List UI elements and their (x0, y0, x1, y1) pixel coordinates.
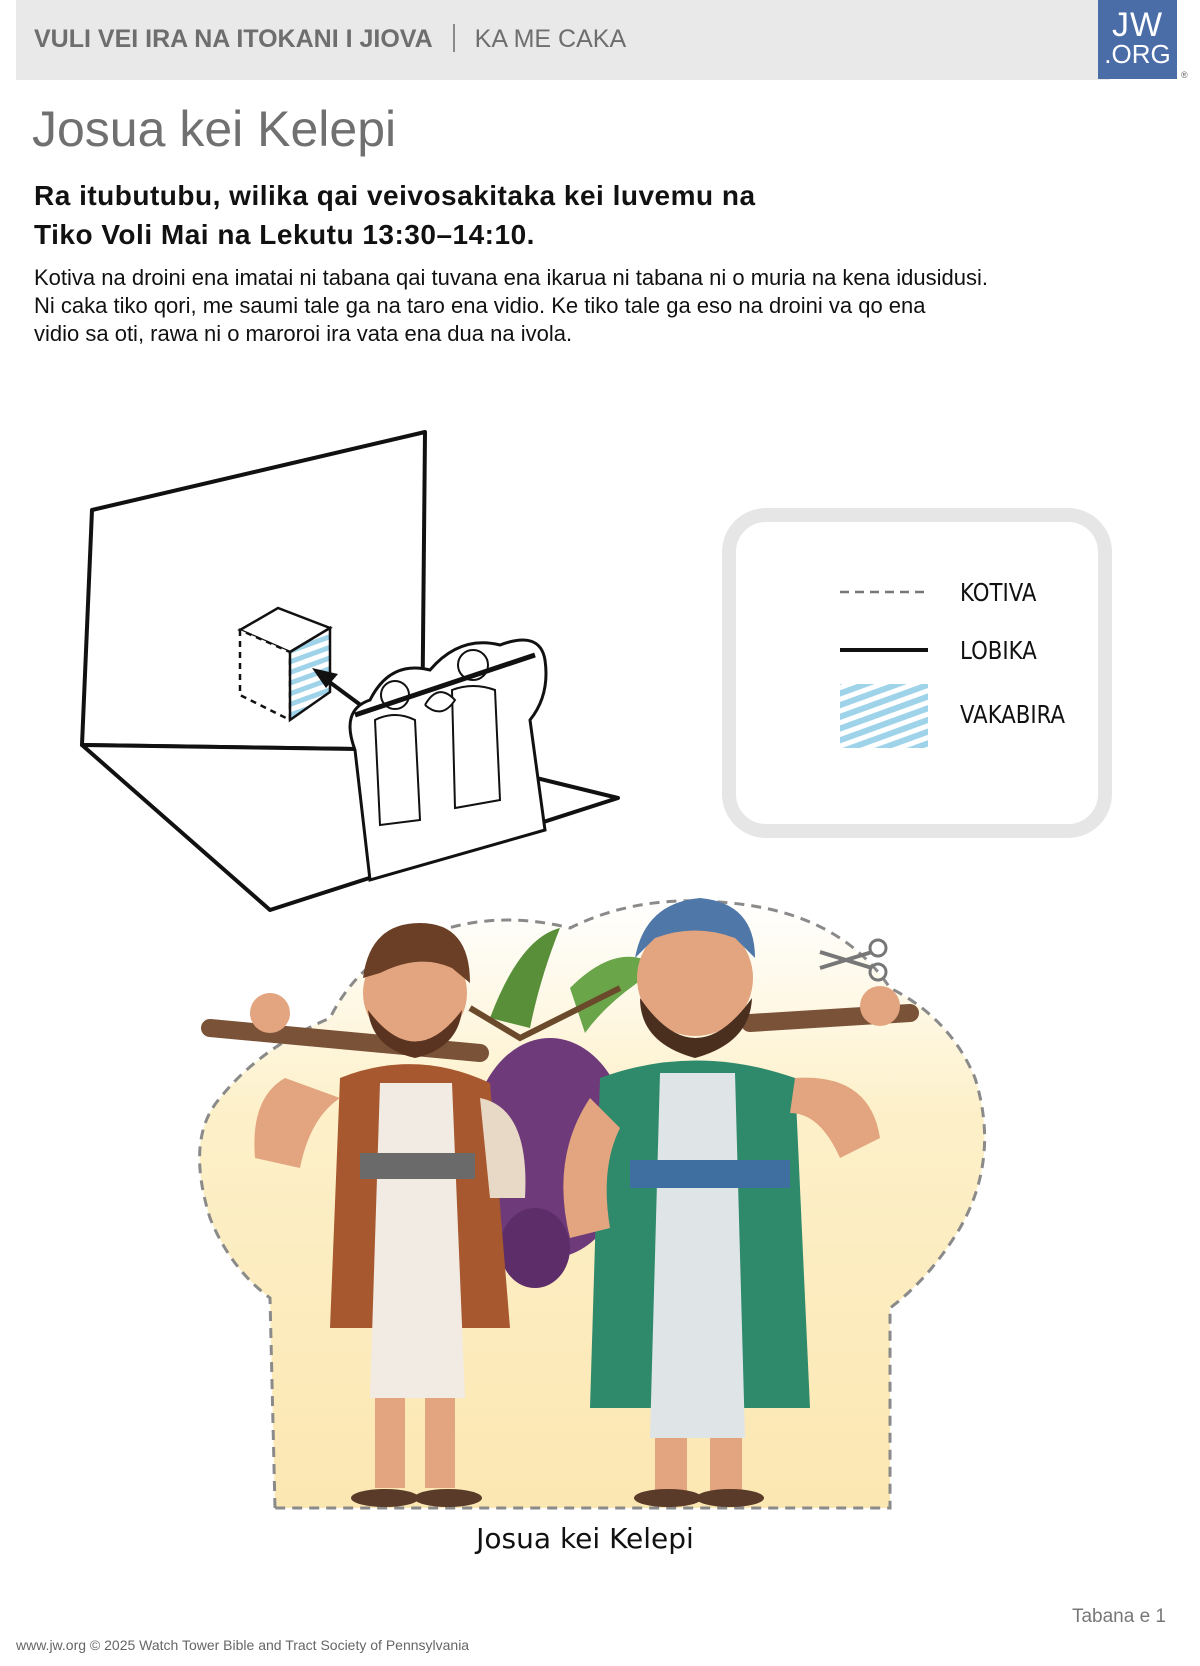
legend (722, 508, 1112, 838)
body-line: Ni caka tiko qori, me saumi tale ga na taro ena vidio. Ke tiko tale ga eso na droini va qo ena (34, 293, 926, 318)
legend-label: VAKABIRA (960, 700, 1066, 729)
cutout-caption: Josua kei Kelepi (476, 1522, 694, 1555)
header-series: VULI VEI IRA NA ITOKANI I JIOVA (34, 25, 433, 53)
instructions (34, 176, 1034, 254)
instruction-line: Tiko Voli Mai na Lekutu 13:30–14:10. (34, 219, 535, 250)
assembly-diagram (70, 420, 630, 920)
cutout-illustration (190, 898, 1010, 1518)
registered-mark: ® (1181, 70, 1188, 80)
header-divider (453, 24, 455, 52)
body-line: vidio sa oti, rawa ni o maroroi ira vata ena dua na ivola. (34, 321, 573, 346)
jw-org-logo[interactable] (1098, 0, 1177, 79)
legend-label: LOBIKA (960, 636, 1037, 665)
body-text (34, 264, 1104, 348)
page-title: Josua kei Kelepi (32, 101, 397, 157)
dashed-line-icon (836, 562, 932, 622)
page-number: Tabana e 1 (1071, 1606, 1166, 1627)
glue-hatch-icon (836, 680, 932, 752)
header-section: KA ME CAKA (474, 25, 627, 53)
solid-line-icon (836, 620, 932, 680)
logo-text-jw: JW (1111, 6, 1164, 44)
body-line: Kotiva na droini ena imatai ni tabana qai tuvana ena ikarua ni tabana ni o muria na kena idusidusi. (34, 265, 988, 290)
instruction-line: Ra itubutubu, wilika qai veivosakitaka kei luvemu na (34, 180, 756, 211)
copyright: www.jw.org © 2025 Watch Tower Bible and Tract Society of Pennsylvania (16, 1637, 470, 1653)
logo-text-org: .ORG (1104, 39, 1171, 69)
header (34, 24, 626, 54)
legend-label: KOTIVA (960, 578, 1037, 607)
